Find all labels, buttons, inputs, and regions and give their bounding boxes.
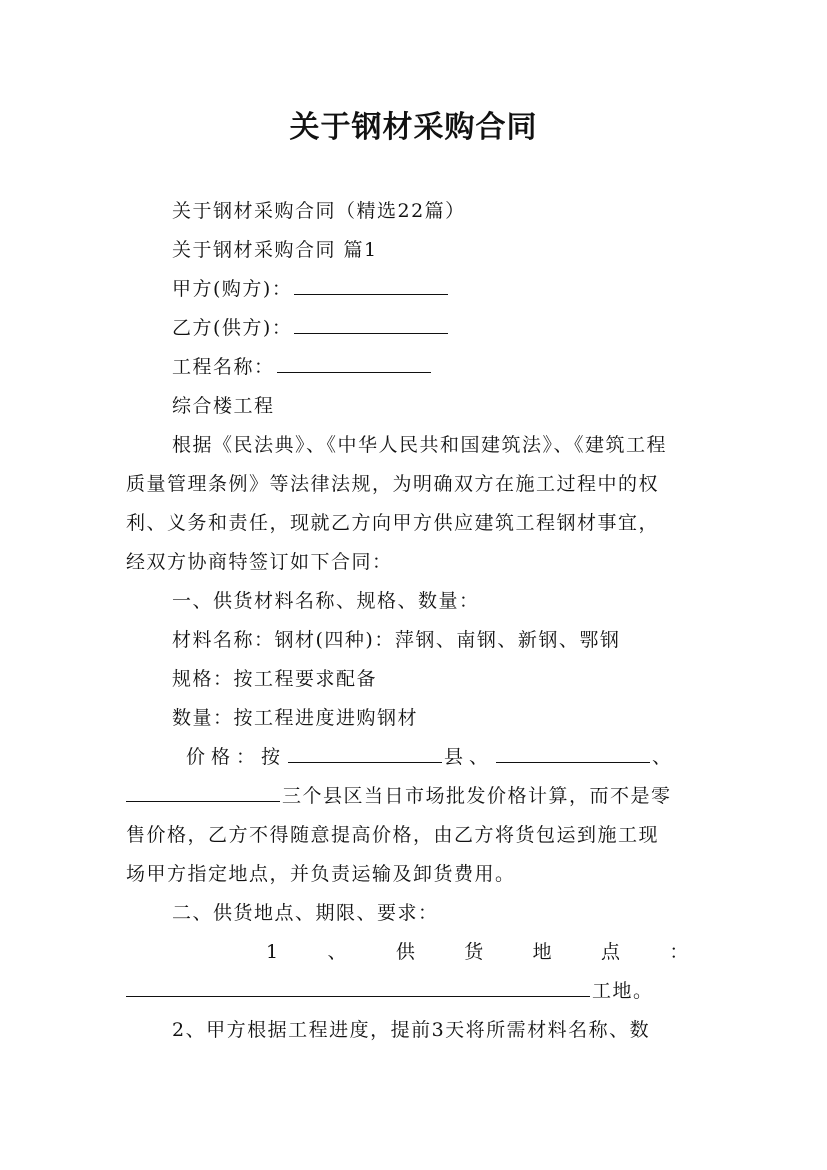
subtitle: 关于钢材采购合同（精选22篇）	[172, 200, 466, 222]
section2-heading: 二、供货地点、期限、要求：	[172, 902, 439, 924]
project-name-blank	[277, 354, 431, 373]
location-char-1: 1	[266, 941, 280, 963]
location-char-6: 点	[601, 941, 622, 963]
location-char-7: ：	[669, 941, 690, 963]
price-blank-3	[126, 783, 280, 802]
price-blank-2	[496, 744, 650, 763]
price-line3: 售价格，乙方不得随意提高价格，由乙方将货包运到施工现	[126, 824, 660, 846]
material-name: 材料名称：钢材(四种)：萍钢、南钢、新钢、鄂钢	[172, 629, 621, 651]
price-line1	[186, 744, 706, 770]
para1-line2: 质量管理条例》等法律法规，为明确双方在施工过程中的权	[126, 473, 660, 495]
document-title: 关于钢材采购合同	[289, 110, 538, 145]
item2-line1: 2、甲方根据工程进度，提前3天将所需材料名称、数	[172, 1019, 651, 1041]
price-line4: 场甲方指定地点，并负责运输及卸货费用。	[126, 863, 516, 885]
para1-line4: 经双方协商特签订如下合同：	[126, 551, 393, 573]
price-line2-suffix: 三个县区当日市场批发价格计算，而不是零	[282, 785, 672, 807]
price-comma: 、	[652, 746, 678, 768]
spec: 规格：按工程要求配备	[172, 668, 378, 690]
project-name-label: 工程名称：	[172, 356, 275, 378]
location-item-line	[266, 939, 690, 965]
location-blank-line	[126, 978, 706, 1004]
project-name-value: 综合楼工程	[172, 395, 275, 417]
location-char-5: 地	[532, 941, 554, 963]
party-b-label: 乙方(供方)：	[172, 317, 293, 339]
location-char-2: 、	[327, 941, 348, 963]
para1-line3: 利、义务和责任，现就乙方向甲方供应建筑工程钢材事宜，	[126, 512, 660, 534]
party-b-blank	[294, 315, 448, 334]
party-b-line	[172, 315, 706, 341]
quantity: 数量：按工程进度进购钢材	[172, 707, 419, 729]
party-a-label: 甲方(购方)：	[172, 278, 293, 300]
location-char-3: 供	[395, 941, 417, 963]
section1-heading: 一、供货材料名称、规格、数量：	[172, 590, 480, 612]
project-name-line	[172, 354, 706, 380]
party-a-line	[172, 276, 706, 302]
section-title: 关于钢材采购合同 篇1	[172, 239, 378, 261]
price-blank-1	[288, 744, 442, 763]
party-a-blank	[294, 276, 448, 295]
para1-line1: 根据《民法典》、《中华人民共和国建筑法》、《建筑工程	[172, 434, 668, 456]
price-county: 县、	[444, 746, 495, 768]
location-blank	[126, 978, 590, 997]
location-suffix: 工地。	[592, 980, 654, 1002]
price-line2	[126, 783, 706, 809]
price-prefix: 价格：按	[186, 746, 287, 768]
location-char-4: 货	[464, 941, 485, 963]
